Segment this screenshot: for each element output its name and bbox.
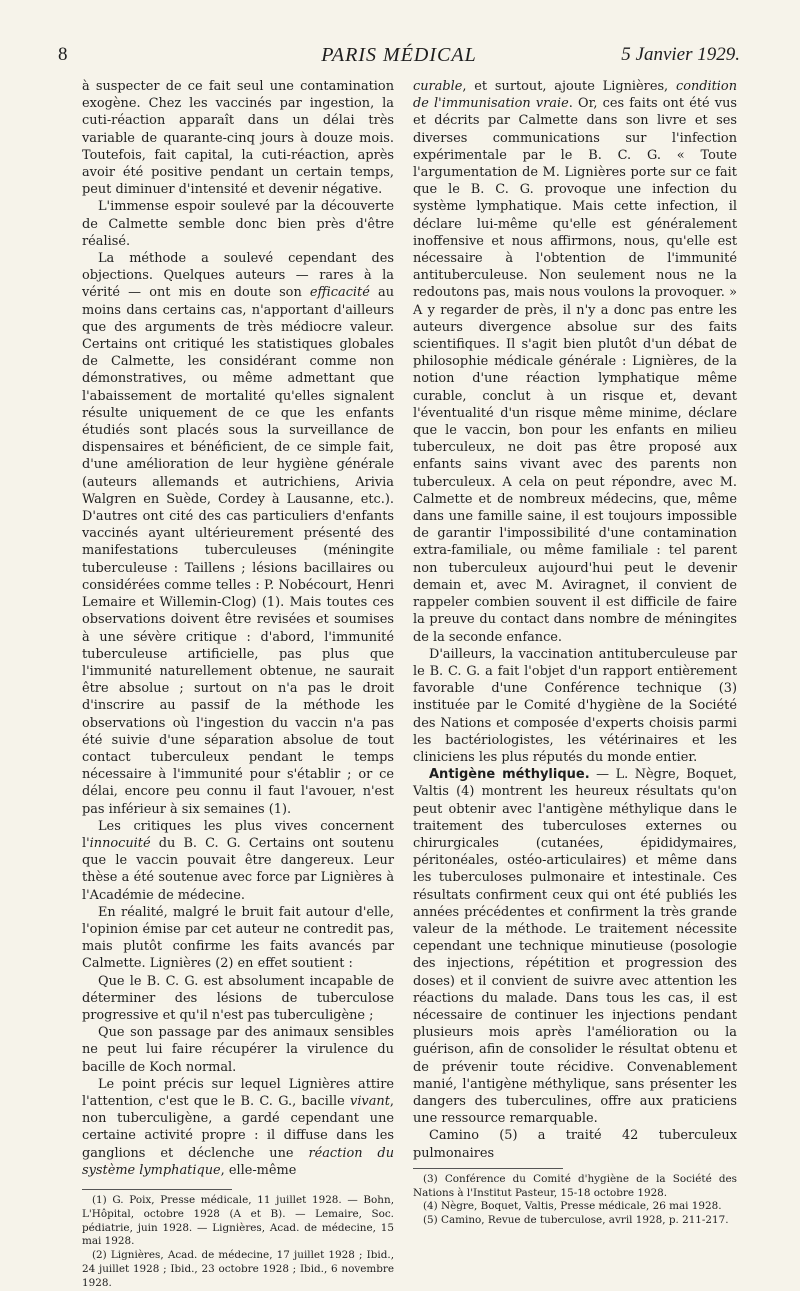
issue-date: 5 Janvier 1929. bbox=[621, 44, 740, 65]
emphasis: vivant bbox=[350, 1093, 390, 1109]
emphasis: curable bbox=[413, 79, 463, 94]
emphasis: condition de l'immunisation vraie bbox=[413, 79, 737, 112]
page-number: 8 bbox=[58, 44, 68, 65]
footnote: (1) G. Poix, Presse médicale, 11 juillet 1928. — Bohn, L'Hôpital, octobre 1928 (A et B). — Lemaire, Soc. pédiatrie, juin 1928. — Lignières, Acad. de médecine, 15 mai 1928. bbox=[82, 1194, 394, 1248]
paragraph: Que le B. C. G. est absolument incapable de déterminer des lésions de tuberculose progressive et qu'il n'est pas tuberculigène ; bbox=[82, 973, 394, 1023]
running-header bbox=[58, 44, 740, 70]
paragraph: curable, et surtout, ajoute Lignières, condition de l'immunisation vraie. Or, ces faits ont été vus et décrits par Calmette dans son livre et ses diverses communications sur l'infection expérimentale par le B. C. G. « Toute l'argumentation de M. Lignières porte sur ce fait que le B. C. G. provoque une infection du système lymphatique. Mais cette infection, il déclare lui-même qu'elle est généralement inoffensive et nous affirmons, nous, qu'elle est nécessaire à l'obtention de l'immunité antituberculeuse. Non seulement nous ne la redoutons pas, mais nous voulons la provoquer. » A y regarder de près, il n'y a donc pas entre les auteurs divergence absolue sur des faits scientifiques. Il s'agit bien plutôt d'un débat de philosophie médicale générale : Lignières, de la notion d'une réaction lymphatique même curable, conclut à un risque et, devant l'éventualité d'un risque même minime, déclare que le vaccin, bon pour les enfants en milieu tuberculeux, ne doit pas être proposé aux enfants sains vivant avec des parents non tuberculeux. A cela on peut répondre, avec M. Calmette et de nombreux médecins, que, même dans une famille saine, il est toujours impossible de garantir l'impossibilité d'une contamination extra-familiale, ou même familiale : tel parent non tuberculeux aujourd'hui peut le devenir demain et, avec M. Aviragnet, il convient de rappeler combien souvent il est difficile de faire la preuve du contact dans nombre de méningites de la seconde enfance. bbox=[413, 79, 738, 645]
footnotes bbox=[413, 1173, 737, 1228]
emphasis: réaction du système lymphatique bbox=[82, 1145, 394, 1178]
footnote: (5) Camino, Revue de tuberculose, avril 1928, p. 211-217. bbox=[423, 1214, 729, 1227]
paragraph: à suspecter de ce fait seul une contamination exogène. Chez les vaccinés par ingestion, la cuti-réaction apparaît dans un délai très variable de quarante-cinq jours à douze mois. Toutefois, fait capital, la cuti-réaction, après avoir été positive pendant un certain temps, peut diminuer d'intensité et devenir négative. bbox=[82, 79, 394, 198]
right-column bbox=[413, 78, 737, 1228]
footnote-rule bbox=[413, 1168, 563, 1169]
paragraph: Antigène méthylique. — L. Nègre, Boquet, Valtis (4) montrent les heureux résultats qu'on peut obtenir avec l'antigène méthylique dans le traitement des tuberculoses externes ou chirurgicales (cutanées, épididymaires, péritonéales, ostéo-articulaires) et même dans les tuberculoses pulmonaire et intestinale. Ces résultats confirment ceux qui ont été publiés les années précédentes et confirment la très grande valeur de la méthode. Le traitement nécessite cependant une technique minutieuse (posologie des injections, répétition et progression des doses) et il convient de suivre avec attention les réactions du malade. Dans tous les cas, il est nécessaire de continuer les injections pendant plusieurs mois après l'amélioration ou la guérison, afin de consolider le résultat obtenu et de prévenir toute récidive. Convenablement manié, l'antigène méthylique, sans présenter les dangers des tuberculines, offre aux praticiens une ressource remarquable. bbox=[413, 767, 737, 1127]
paragraph: Que son passage par des animaux sensibles ne peut lui faire récupérer la virulence du bacille de Koch normal. bbox=[82, 1025, 394, 1075]
footnote: (3) Conférence du Comité d'hygiène de la Société des Nations à l'Institut Pasteur, 15-18 octobre 1928. bbox=[413, 1172, 737, 1199]
paragraph: D'ailleurs, la vaccination antituberculeuse par le B. C. G. a fait l'objet d'un rapport entièrement favorable d'une Conférence technique (3) instituée par le Comité d'hygiène de la Société des Nations et composée d'experts choisis parmi les bactériologistes, les vétérinaires et les cliniciens les plus réputés du monde entier. bbox=[413, 646, 737, 765]
paragraph: En réalité, malgré le bruit fait autour d'elle, l'opinion émise par cet auteur ne contredit pas, mais plutôt confirme les faits avancés par Calmette. Lignières (2) en effet soutient : bbox=[82, 904, 394, 972]
paragraph: La méthode a soulevé cependant des objections. Quelques auteurs — rares à la vérité — ont mis en doute son efficacité au moins dans certains cas, n'apportant d'ailleurs que des arguments de très médiocre valeur. Certains ont critiqué les statistiques globales de Calmette, les considérant comme non démonstratives, ou même admettant que l'abaissement de mortalité qu'elles signalent résulte uniquement de ce que les enfants étudiés sont placés sous la surveillance de dispensaires et bénéficient, de ce simple fait, d'une amélioration de leur hygiène générale (auteurs allemands et autrichiens, Arivia Walgren en Suède, Cordey à Lausanne, etc.). D'autres ont cité des cas particuliers d'enfants vaccinés ayant ultérieurement présenté des manifestations tuberculeuses (méningite tuberculeuse : Taillens ; lésions bacillaires ou considérées comme telles : P. Nobécourt, Henri Lemaire et Willemin-Clog) (1). Mais toutes ces observations doivent être revisées et soumises à une sévère critique : d'abord, l'immunité tuberculeuse artificielle, pas plus que l'immunité naturellement obtenue, ne saurait être absolue ; surtout on n'a pas le droit d'inscrire au passif de la méthode les observations où l'ingestion du vaccin n'a pas été suivie d'une séparation absolue de tout contact tuberculeux pendant le temps nécessaire à l'immunité pour s'établir ; or ce délai, encore peu connu il faut l'avouer, n'est pas inférieur à six semaines (1). bbox=[82, 251, 394, 817]
footnote-rule bbox=[82, 1189, 232, 1190]
paragraph: Les critiques les plus vives concernent l'innocuité du B. C. G. Certains ont soutenu que le vaccin pouvait être dangereux. Leur thèse a été soutenue avec force par Lignières à l'Académie de médecine. bbox=[82, 818, 394, 903]
paragraph: L'immense espoir soulevé par la découverte de Calmette semble donc bien près d'être réalisé. bbox=[82, 199, 394, 249]
emphasis: efficacité bbox=[309, 285, 370, 301]
left-column bbox=[82, 78, 394, 1291]
journal-title: PARIS MÉDICAL bbox=[321, 44, 477, 66]
paragraph: Le point précis sur lequel Lignières attire l'attention, c'est que le B. C. G., bacille vivant, non tuberculigène, a gardé cependant une certaine activité propre : il diffuse dans les ganglions et déclenche une réaction du système lymphatique, elle-même bbox=[82, 1076, 394, 1178]
emphasis: innocuité bbox=[89, 835, 151, 851]
footnotes bbox=[82, 1194, 394, 1291]
paragraph: Camino (5) a traité 42 tuberculeux pulmonaires bbox=[413, 1128, 737, 1161]
footnote: (2) Lignières, Acad. de médecine, 17 juillet 1928 ; Ibid., 24 juillet 1928 ; Ibid., 23 octobre 1928 ; Ibid., 6 novembre 1928. bbox=[82, 1249, 394, 1289]
footnote: (4) Nègre, Boquet, Valtis, Presse médicale, 26 mai 1928. bbox=[423, 1200, 722, 1213]
section-heading: Antigène méthylique. bbox=[429, 767, 590, 783]
